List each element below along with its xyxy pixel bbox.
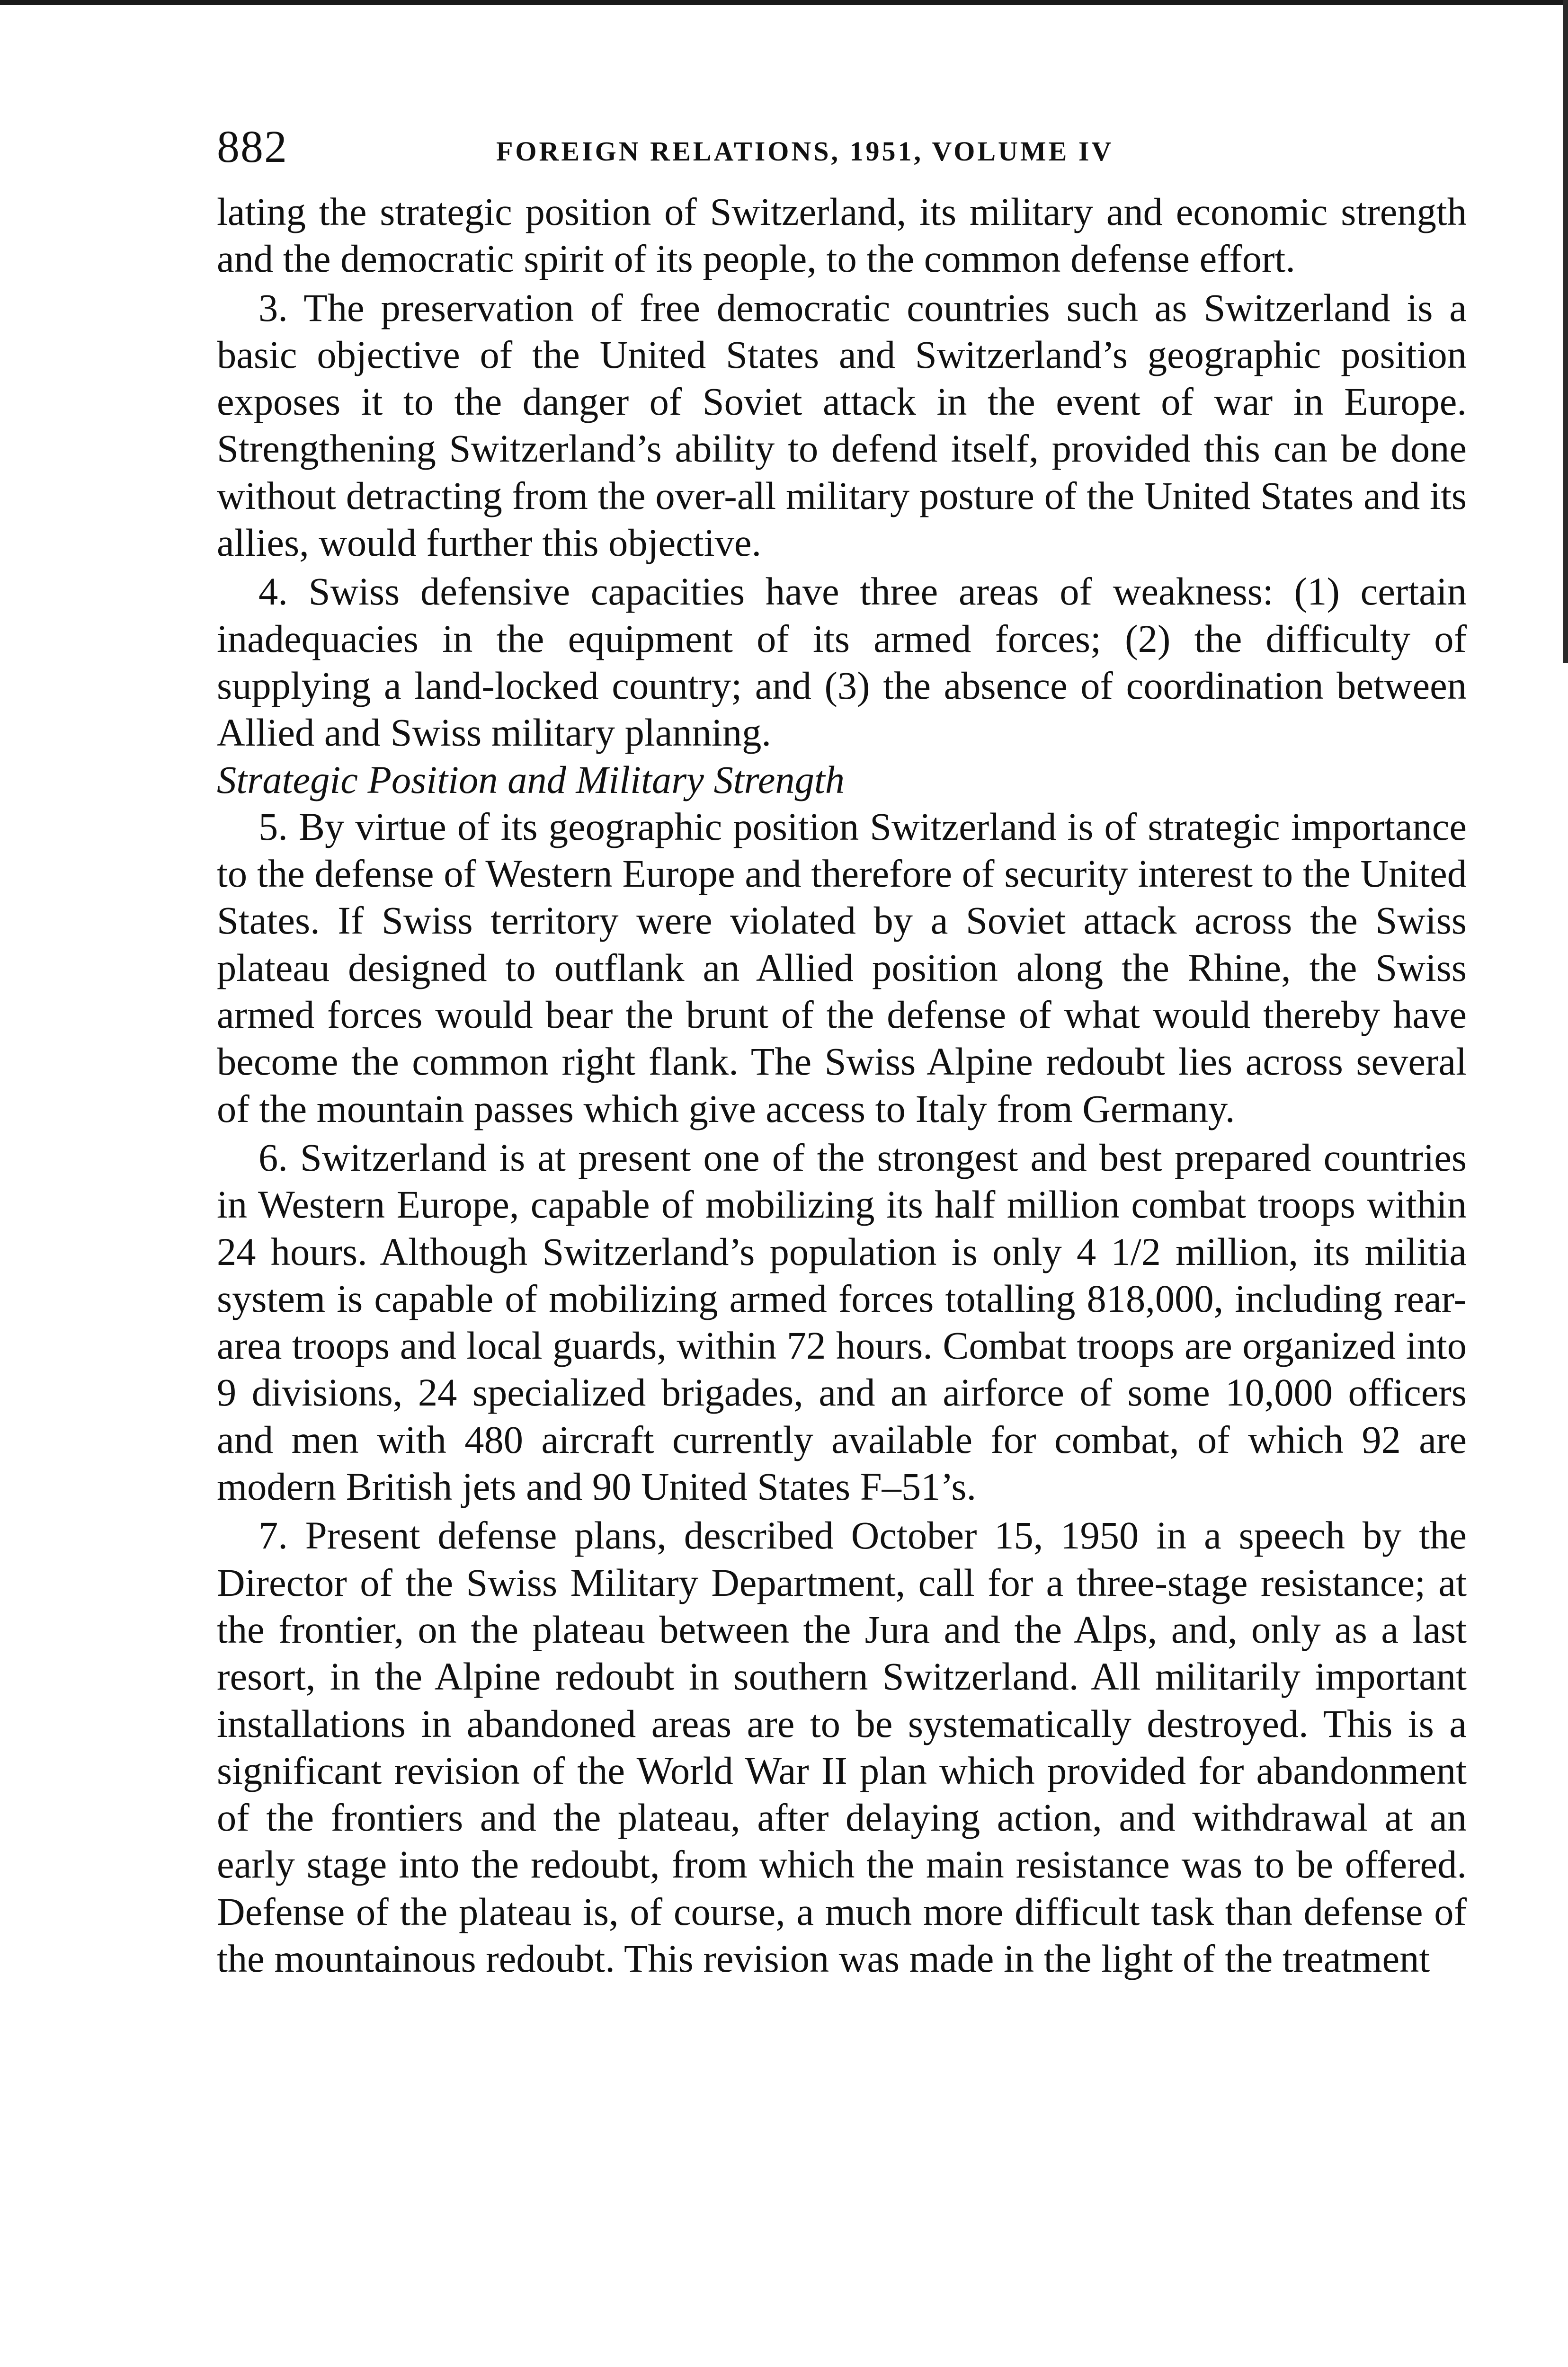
running-header <box>217 121 1467 173</box>
paragraph-5: 5. By virtue of its geographic position Switzerland is of strategic importance to the defense of Western Europe and therefore of security interest to the United States. If Swiss territory were violated by a Soviet attack across the Swiss plateau designed to outflank an Allied position along the Rhine, the Swiss armed forces would bear the brunt of the defense of what would thereby have become the common right flank. The Swiss Alpine redoubt lies across several of the mountain passes which give access to Italy from Germany. <box>217 804 1467 1130</box>
page-number: 882 <box>217 121 288 172</box>
scan-border-right <box>1563 0 1568 663</box>
running-title: FOREIGN RELATIONS, 1951, VOLUME IV <box>496 136 1114 167</box>
paragraph-3: 3. The preservation of free democratic countries such as Switzerland is a basic objective of the United States and Switzerland’s geographic position exposes it to the danger of Soviet attack in the event of war in Europe. Strengthening Switzerland’s ability to defend itself, provided this can be done without detracting from the over-all military posture of the United States and its allies, would further this objective. <box>217 285 1467 565</box>
body-text <box>217 188 1467 1982</box>
paragraph-7: 7. Present defense plans, described October 15, 1950 in a speech by the Director of the Swiss Military Department, call for a three-stage resistance; at the frontier, on the plateau between the Jura and the Alps, and, only as a last resort, in the Alpine redoubt in southern Switzerland. All militarily important installations in abandoned areas are to be systematically destroyed. This is a significant revision of the World War II plan which provided for abandonment of the frontiers and the plateau, after delaying action, and withdrawal at an early stage into the redoubt, from which the main resistance was to be offered. Defense of the plateau is, of course, a much more difficult task than defense of the mountainous redoubt. This revision was made in the light of the treatment <box>217 1513 1467 1980</box>
section-heading: Strategic Position and Military Strength <box>217 757 845 801</box>
scan-border-top <box>0 0 1568 5</box>
paragraph-6: 6. Switzerland is at present one of the strongest and best prepared countries in Western Europe, capable of mobilizing its half million combat troops within 24 hours. Although Switzerland’s population is only 4 1/2 million, its militia system is capable of mobilizing armed forces totalling 818,000, including rear-area troops and local guards, within 72 hours. Combat troops are organized into 9 divisions, 24 specialized brigades, and an airforce of some 10,000 officers and men with 480 aircraft currently available for combat, of which 92 are modern British jets and 90 United States F–51’s. <box>217 1135 1467 1509</box>
paragraph-continued: lating the strategic position of Switzerland, its military and economic strength and the democratic spirit of its people, to the common defense effort. <box>217 190 1467 281</box>
paragraph-4: 4. Swiss defensive capacities have three areas of weakness: (1) certain inadequacies in the equipment of its armed forces; (2) the difficulty of supplying a land-locked country; and (3) the absence of coordination between Allied and Swiss military planning. <box>217 570 1467 755</box>
